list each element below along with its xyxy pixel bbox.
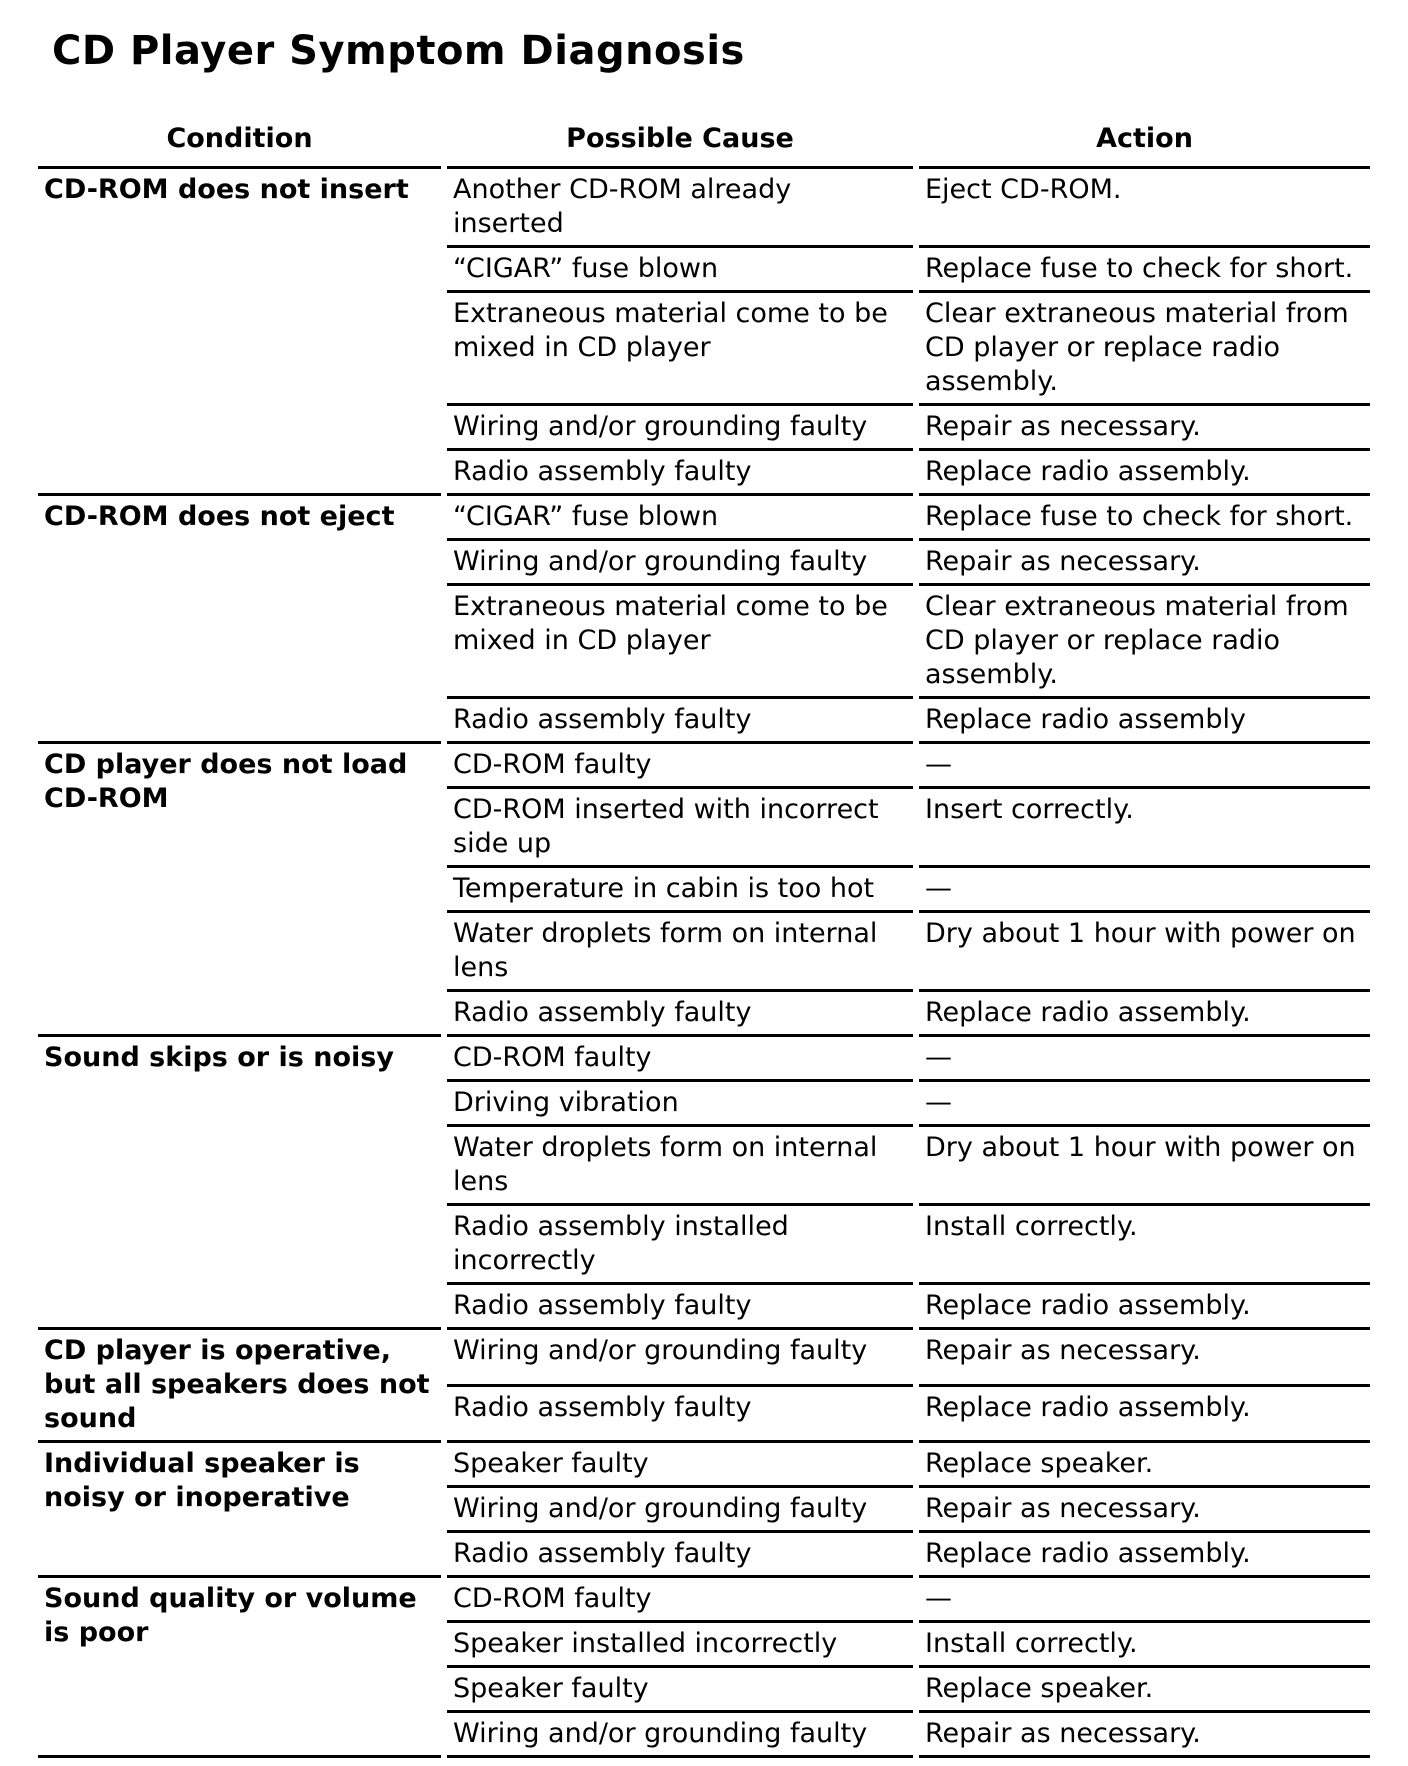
header-action: Action: [916, 120, 1370, 168]
cause-cell: Radio assembly faulty: [444, 1284, 916, 1329]
cause-cell: CD-ROM faulty: [444, 1036, 916, 1081]
action-cell: Replace fuse to check for short.: [916, 247, 1370, 292]
table-row: [38, 743, 1370, 788]
cause-cell: Speaker faulty: [444, 1442, 916, 1487]
table-row: [38, 1329, 1370, 1386]
action-cell: Replace fuse to check for short.: [916, 495, 1370, 540]
action-cell: Install correctly.: [916, 1622, 1370, 1667]
condition-cell: CD-ROM does not eject: [38, 495, 444, 743]
action-cell: Repair as necessary.: [916, 540, 1370, 585]
table-row: [38, 1577, 1370, 1622]
action-cell: Install correctly.: [916, 1205, 1370, 1284]
action-cell: Clear extraneous material from CD player or replace radio assembly.: [916, 292, 1370, 405]
action-cell: Replace speaker.: [916, 1442, 1370, 1487]
action-cell: Replace radio assembly: [916, 698, 1370, 743]
table-body: [38, 168, 1370, 1757]
header-row: [38, 120, 1370, 168]
cause-cell: Radio assembly faulty: [444, 450, 916, 495]
action-cell: Replace speaker.: [916, 1667, 1370, 1712]
page-title: CD Player Symptom Diagnosis: [52, 28, 745, 74]
cause-cell: “CIGAR” fuse blown: [444, 247, 916, 292]
cause-cell: Radio assembly installed incorrectly: [444, 1205, 916, 1284]
action-cell: Repair as necessary.: [916, 405, 1370, 450]
header-condition: Condition: [38, 120, 444, 168]
cause-cell: CD-ROM inserted with incorrect side up: [444, 788, 916, 867]
action-cell: Replace radio assembly.: [916, 1284, 1370, 1329]
cause-cell: Wiring and/or grounding faulty: [444, 540, 916, 585]
action-cell: Replace radio assembly.: [916, 1532, 1370, 1577]
action-cell: —: [916, 743, 1370, 788]
cause-cell: Speaker installed incorrectly: [444, 1622, 916, 1667]
condition-cell: CD-ROM does not insert: [38, 168, 444, 495]
action-cell: —: [916, 1081, 1370, 1126]
cause-cell: Speaker faulty: [444, 1667, 916, 1712]
cause-cell: Radio assembly faulty: [444, 1532, 916, 1577]
table-row: [38, 168, 1370, 247]
cause-cell: “CIGAR” fuse blown: [444, 495, 916, 540]
action-cell: Insert correctly.: [916, 788, 1370, 867]
condition-cell: Sound skips or is noisy: [38, 1036, 444, 1329]
cause-cell: Wiring and/or grounding faulty: [444, 1487, 916, 1532]
action-cell: Dry about 1 hour with power on: [916, 1126, 1370, 1205]
cause-cell: Another CD-ROM already inserted: [444, 168, 916, 247]
action-cell: Replace radio assembly.: [916, 1385, 1370, 1442]
cause-cell: Radio assembly faulty: [444, 991, 916, 1036]
cause-cell: Temperature in cabin is too hot: [444, 867, 916, 912]
cause-cell: Wiring and/or grounding faulty: [444, 405, 916, 450]
action-cell: —: [916, 867, 1370, 912]
action-cell: Repair as necessary.: [916, 1487, 1370, 1532]
action-cell: —: [916, 1577, 1370, 1622]
table-row: [38, 1442, 1370, 1487]
cause-cell: Water droplets form on internal lens: [444, 1126, 916, 1205]
table-footer-rule: [38, 1757, 1370, 1766]
action-cell: Dry about 1 hour with power on: [916, 912, 1370, 991]
diagnosis-table: [38, 120, 1370, 1766]
cause-cell: Radio assembly faulty: [444, 1385, 916, 1442]
table-row: [38, 1036, 1370, 1081]
cause-cell: Extraneous material come to be mixed in CD player: [444, 292, 916, 405]
condition-cell: Sound quality or volume is poor: [38, 1577, 444, 1757]
cause-cell: Water droplets form on internal lens: [444, 912, 916, 991]
action-cell: Replace radio assembly.: [916, 991, 1370, 1036]
cause-cell: Radio assembly faulty: [444, 698, 916, 743]
table-row: [38, 495, 1370, 540]
cause-cell: Extraneous material come to be mixed in CD player: [444, 585, 916, 698]
action-cell: —: [916, 1036, 1370, 1081]
cause-cell: Driving vibration: [444, 1081, 916, 1126]
cause-cell: CD-ROM faulty: [444, 743, 916, 788]
action-cell: Eject CD-ROM.: [916, 168, 1370, 247]
action-cell: Replace radio assembly.: [916, 450, 1370, 495]
header-possible-cause: Possible Cause: [444, 120, 916, 168]
condition-cell: CD player does not load CD-ROM: [38, 743, 444, 1036]
action-cell: Clear extraneous material from CD player or replace radio assembly.: [916, 585, 1370, 698]
condition-cell: Individual speaker is noisy or inoperative: [38, 1442, 444, 1577]
action-cell: Repair as necessary.: [916, 1712, 1370, 1757]
action-cell: Repair as necessary.: [916, 1329, 1370, 1386]
cause-cell: CD-ROM faulty: [444, 1577, 916, 1622]
cause-cell: Wiring and/or grounding faulty: [444, 1329, 916, 1386]
condition-cell: CD player is operative, but all speakers does not sound: [38, 1329, 444, 1442]
cause-cell: Wiring and/or grounding faulty: [444, 1712, 916, 1757]
